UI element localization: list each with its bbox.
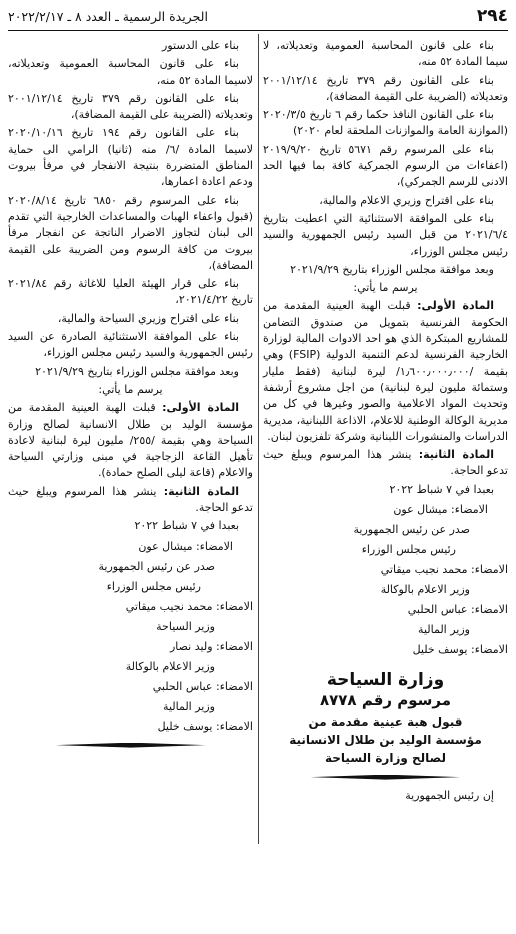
signature-line: الامضاء: محمد نجيب ميقاتي xyxy=(125,599,253,613)
decree-date: بعبدا في ٧ شباط ٢٠٢٢ xyxy=(134,519,239,533)
preamble-paragraph: وبعد موافقة مجلس الوزراء بتاريخ ٢٠٢١/٩/٢٩ xyxy=(290,262,494,276)
preamble-paragraph: بناء على القانون رقم ١٩٤ تاريخ ٢٠٢٠/١٠/١٦ لاسيما المادة /٦/ منه (ثانيا) الرامي الى حماية المناطق المتضررة بنتيجة الانفجار في مرفأ بيروت ودعم اعادة اعمارها، xyxy=(8,126,253,189)
decree-title-line: قبول هبة عينية مقدمة من xyxy=(308,714,463,729)
right-column xyxy=(263,38,508,806)
preamble-paragraph: بناء على اقتراح وزيري الاعلام والمالية، xyxy=(319,193,494,207)
preamble-paragraph: بناء على اقتراح وزيري السياحة والمالية، xyxy=(57,311,239,325)
preamble-paragraph: وبعد موافقة مجلس الوزراء بتاريخ ٢٠٢١/٩/٢٩ xyxy=(35,364,239,378)
signature-block xyxy=(263,500,508,660)
ministry-heading: وزارة السياحة xyxy=(326,670,445,691)
signature-line: صدر عن رئيس الجمهورية xyxy=(353,523,470,537)
decree-intro: يرسم ما يأتي: xyxy=(98,382,163,396)
article-2-label: المادة الثانية: xyxy=(418,448,494,462)
preamble-list xyxy=(263,38,508,278)
article-1-text: قبلت الهبة العينية المقدمة من الحكومة الفرنسية بتمويل من صندوق التضامن للمشاريع المبتكرة الذي هو احد الادوات المالية لوزارة الخارجية الفرنسية لدعم التنمية الدولية (FSIP) وهي بقيمة /١٫٦٠٠٫٠٠٠٫٠٠٠/ ليرة لبنانية (فقط مليار وستمائة مليون ليرة لبنانية) من اجل مشروع أرشفة وتحديث المواد الاعلامية والصور وغيرها في كل من مديرية الوكالة الوطنية للاعلام، الاذاعة اللبنانية، مديرية الدراسات والمنشورات اللبنانية وشركة تلفزيون لبنان. xyxy=(263,299,509,443)
page-number: ٢٩٤ xyxy=(476,6,508,26)
end-divider xyxy=(56,743,206,748)
preamble-paragraph: بناء على القانون رقم ٣٧٩ تاريخ ٢٠٠١/١٢/١٤ وتعديلاته (الضريبة على القيمة المضافة)، xyxy=(8,91,253,122)
article-1-label: المادة الأولى: xyxy=(417,299,494,313)
signature-line: الامضاء: عباس الحلبي xyxy=(152,679,253,693)
article-2-label: المادة الثانية: xyxy=(163,484,239,498)
preamble-paragraph: بناء على قرار الهيئة العليا للاغاثة رقم ٢٠٢١/٨٤ تاريخ ٢٠٢١/٤/٢٢، xyxy=(8,277,253,307)
page-header xyxy=(8,6,508,30)
signature-line: رئيس مجلس الوزراء xyxy=(106,579,201,593)
signature-line: وزير المالية xyxy=(163,699,215,713)
article-2 xyxy=(263,447,508,480)
signature-line: صدر عن رئيس الجمهورية xyxy=(98,559,215,573)
signature-line: رئيس مجلس الوزراء xyxy=(361,543,456,557)
preamble-paragraph: بناء على الدستور xyxy=(162,39,239,52)
decree-title-line: لصالح وزارة السياحة xyxy=(325,750,446,765)
article-2 xyxy=(8,484,253,517)
decree-date: بعبدا في ٧ شباط ٢٠٢٢ xyxy=(389,482,494,496)
preamble-paragraph: بناء على قانون المحاسبة العمومية وتعديلاته، لاسيما المادة ٥٢ منه، xyxy=(8,57,253,87)
signature-line: وزير السياحة xyxy=(156,619,215,633)
signature-line: الامضاء: ميشال عون xyxy=(138,539,233,553)
preamble-paragraph: بناء على القانون النافذ حكما رقم ٦ تاريخ ٢٠٢٠/٣/٥ (الموازنة العامة والموازنات الملحقة لعام ٢٠٢٠) xyxy=(263,108,508,138)
decree-title xyxy=(263,713,508,767)
article-1-text: قبلت الهبة العينية المقدمة من مؤسسة الوليد بن طلال الانسانية لصالح وزارة السياحة وهي بقيمة /٢٥٥/ مليون ليرة لبنانية لاعادة تأهيل القاعة الزجاجية في مبنى وزارتي السياحة والاعلام (قاعة ليلى الصلح حمادة). xyxy=(8,401,253,480)
decree-intro: يرسم ما يأتي: xyxy=(353,281,418,295)
signature-line: الامضاء: عباس الحلبي xyxy=(407,603,508,617)
column-separator xyxy=(258,34,259,844)
preamble-paragraph: بناء على قانون المحاسبة العمومية وتعديلاته، لا سيما المادة ٥٢ منه، xyxy=(263,39,508,69)
gazette-title: الجريدة الرسمية ـ العدد ٨ ـ ٢٠٢٢/٢/١٧ xyxy=(8,9,208,24)
preamble-list xyxy=(8,38,253,380)
signature-line: الامضاء: ميشال عون xyxy=(393,503,488,517)
preamble-paragraph: بناء على المرسوم رقم ٦٨٥٠ تاريخ ٢٠٢٠/٨/١٤ (قبول واعفاء الهبات والمساعدات الخارجية التي تقدم الى لبنان لتجاوز الاضرار الناتجة عن انفجار مرفأ بيروت من كافة الرسوم ومن الضريبة على القيمة المضافة)، xyxy=(8,193,253,272)
president-line: إن رئيس الجمهورية xyxy=(405,788,494,802)
signature-line: وزير الاعلام بالوكالة xyxy=(125,659,215,673)
article-2-text: ينشر هذا المرسوم ويبلغ حيث تدعو الحاجة. xyxy=(8,484,253,515)
signature-line: وزير الاعلام بالوكالة xyxy=(380,583,470,597)
preamble-paragraph: بناء على القانون رقم ٣٧٩ تاريخ ٢٠٠١/١٢/١٤ وتعديلاته (الضريبة على القيمة المضافة)، xyxy=(263,73,508,103)
signature-line: الامضاء: يوسف خليل xyxy=(157,719,253,733)
article-1 xyxy=(8,400,253,481)
preamble-paragraph: بناء على المرسوم رقم ٥٦٧١ تاريخ ٢٠١٩/٩/٢٠ (اعفاءات من الرسوم الجمركية كافة بما فيها الحد الادنى للرسم الجمركي)، xyxy=(263,142,508,189)
preamble-paragraph: بناء على الموافقة الاستثنائية الصادرة عن السيد رئيس الجمهورية والسيد رئيس مجلس الوزراء، xyxy=(8,330,253,360)
article-1-label: المادة الأولى: xyxy=(162,401,239,415)
signature-line: الامضاء: يوسف خليل xyxy=(412,643,508,657)
preamble-paragraph: بناء على الموافقة الاستثنائية التي اعطيت بتاريخ ٢٠٢١/٦/٤ من قبل السيد رئيس الجمهورية والسيد رئيس مجلس الوزراء، xyxy=(263,211,508,258)
title-divider xyxy=(311,775,461,780)
signature-block xyxy=(8,537,253,737)
decree-number: مرسوم رقم ٨٧٧٨ xyxy=(319,691,452,710)
article-1 xyxy=(263,298,508,445)
decree-title-line: مؤسسة الوليد بن طلال الانسانية xyxy=(289,732,482,747)
left-column xyxy=(8,38,253,756)
signature-line: وزير المالية xyxy=(418,623,470,637)
header-rule xyxy=(8,30,508,31)
article-2-text: ينشر هذا المرسوم ويبلغ حيث تدعو الحاجة. xyxy=(263,448,508,478)
signature-line: الامضاء: وليد نصار xyxy=(169,639,253,653)
signature-line: الامضاء: محمد نجيب ميقاتي xyxy=(380,563,508,577)
